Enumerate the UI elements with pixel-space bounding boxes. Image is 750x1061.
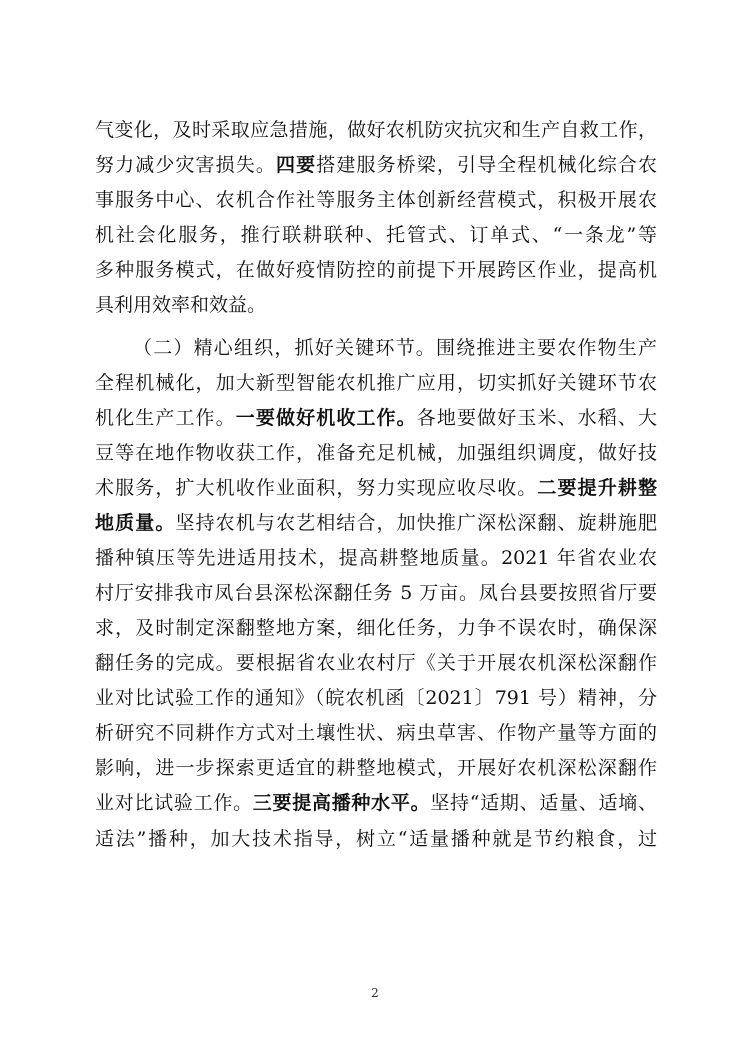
text-line bbox=[95, 825, 657, 853]
text-line bbox=[95, 256, 657, 284]
text-run: 坚持农机与农艺相结合，加快推广深松深翻、旋耕施肥 bbox=[175, 512, 657, 534]
text-line bbox=[95, 369, 657, 397]
text-run: 播种镇压等先进适用技术，提高耕整地质量。2021 年省农业农 bbox=[95, 547, 657, 569]
text-line bbox=[95, 754, 657, 782]
text-run: 事服务中心、农机合作社等服务主体创新经营模式，积极开展农 bbox=[95, 189, 657, 211]
text-run: 机化生产工作。 bbox=[95, 407, 236, 429]
text-run: 术服务，扩大机收作业面积，努力实现应收尽收。 bbox=[95, 477, 538, 499]
text-run: 多种服务模式，在做好疫情防控的前提下开展跨区作业，提高机 bbox=[95, 259, 657, 281]
bold-run: 四要 bbox=[276, 154, 317, 176]
text-line bbox=[95, 116, 657, 144]
text-run: 豆等在地作物收获工作，准备充足机械，加强组织调度，做好技 bbox=[95, 442, 657, 464]
page-number: 2 bbox=[371, 986, 379, 1000]
bold-run: 一要做好机收工作。 bbox=[235, 407, 417, 429]
text-run: 机社会化服务，推行联耕联种、托管式、订单式、“一条龙”等 bbox=[95, 224, 657, 246]
text-line bbox=[95, 649, 657, 677]
text-run: 影响，进一步探索更适宜的耕整地模式，开展好农机深松深翻作 bbox=[95, 757, 657, 779]
text-run: 适法”播种，加大技术指导，树立“适量播种就是节约粮食，过 bbox=[95, 828, 657, 850]
text-run: 全程机械化，加大新型智能农机推广应用，切实抓好关键环节农 bbox=[95, 372, 657, 394]
text-run: 坚持“适期、适量、适墒、 bbox=[430, 792, 657, 814]
text-line bbox=[95, 221, 657, 249]
text-run: 业对比试验工作的通知》（皖农机函〔2021〕791 号）精神，分 bbox=[95, 687, 657, 709]
text-run: 求，及时制定深翻整地方案，细化任务，力争不误农时，确保深 bbox=[95, 617, 657, 639]
text-line bbox=[95, 404, 657, 432]
text-line bbox=[95, 439, 657, 467]
text-run: 业对比试验工作。 bbox=[95, 792, 253, 814]
text-line bbox=[133, 334, 657, 362]
text-run: 翻任务的完成。要根据省农业农村厅《关于开展农机深松深翻作 bbox=[95, 652, 657, 674]
text-run: （二）精心组织，抓好关键环节。围绕推进主要农作物生产 bbox=[133, 337, 657, 359]
bold-run: 二要提升耕整 bbox=[537, 477, 657, 499]
text-line bbox=[95, 579, 657, 607]
text-run: 具利用效率和效益。 bbox=[95, 294, 267, 316]
text-run: 搭建服务桥梁，引导全程机械化综合农 bbox=[316, 154, 657, 176]
text-run: 努力减少灾害损失。 bbox=[95, 154, 276, 176]
text-line bbox=[95, 719, 657, 747]
text-line bbox=[95, 151, 657, 179]
bold-run: 三要提高播种水平。 bbox=[252, 792, 431, 814]
text-run: 村厅安排我市凤台县深松深翻任务 5 万亩。凤台县要按照省厅要 bbox=[95, 582, 657, 604]
text-line bbox=[95, 186, 657, 214]
text-line bbox=[95, 291, 657, 319]
text-run: 析研究不同耕作方式对土壤性状、病虫草害、作物产量等方面的 bbox=[95, 722, 657, 744]
text-line bbox=[95, 474, 657, 502]
text-line bbox=[95, 544, 657, 572]
text-line bbox=[95, 789, 657, 817]
bold-run: 地质量。 bbox=[95, 512, 176, 534]
text-line bbox=[95, 614, 657, 642]
text-run: 各地要做好玉米、水稻、大 bbox=[416, 407, 657, 429]
text-run: 气变化，及时采取应急措施，做好农机防灾抗灾和生产自救工作， bbox=[95, 119, 657, 141]
text-line bbox=[95, 684, 657, 712]
text-line bbox=[95, 509, 657, 537]
